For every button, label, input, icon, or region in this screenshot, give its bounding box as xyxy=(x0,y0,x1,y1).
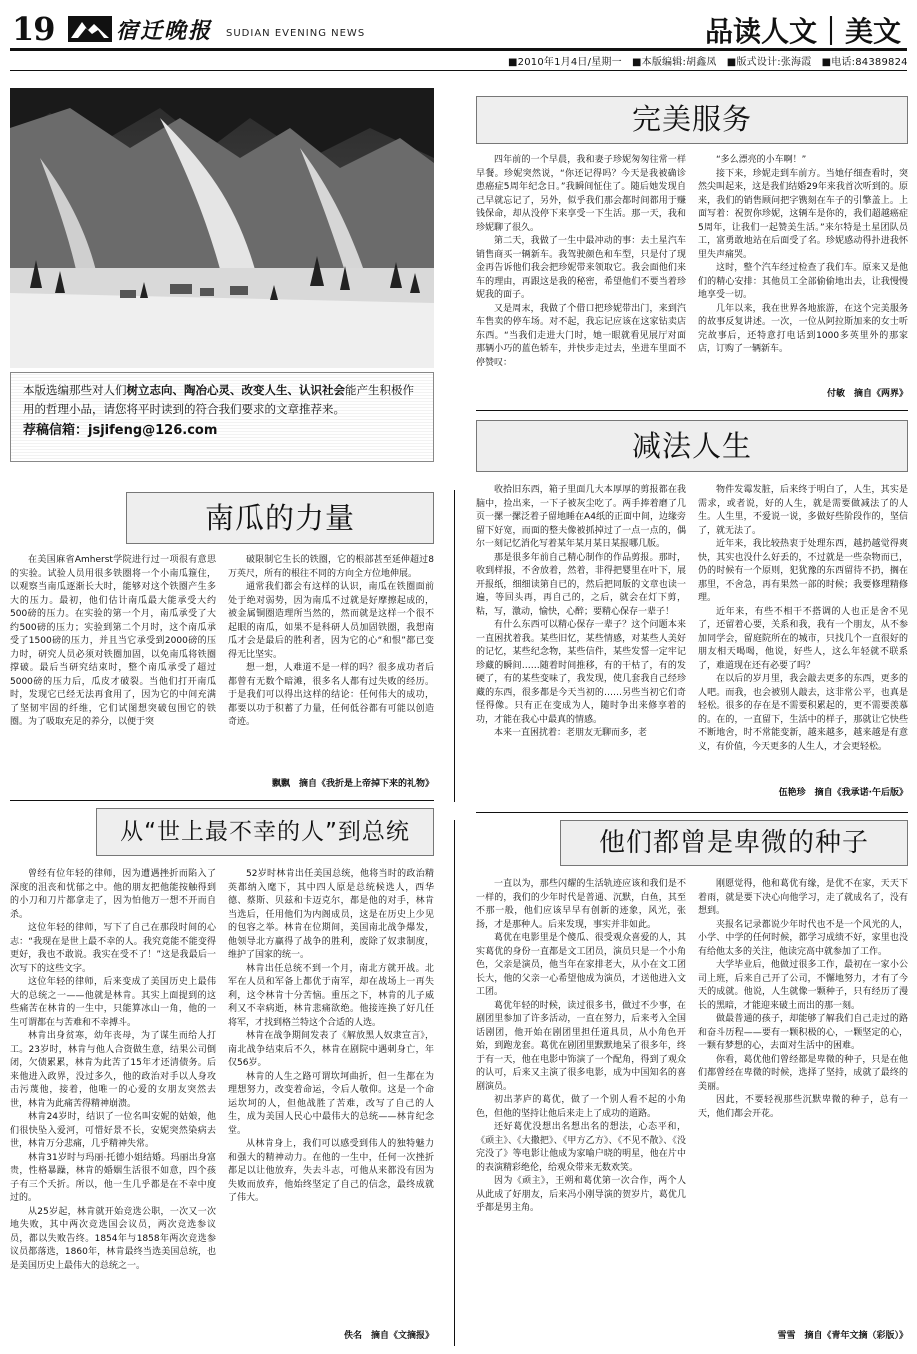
meta-rule xyxy=(10,70,907,71)
article-body-seeds xyxy=(476,878,908,1346)
subtraction-col-1: 收拾旧东西，箱子里面几大本厚厚的剪报都在我脑中，捡出来，一下子被灰尘吃了。两手捧着磨了几页一摞一摞泛着子留地睡在A4纸的正面中间，边缘旁留下好宽，而面的整夫像被抓掉过了一点一点的，偶尔一刻记忆消化写着某年某月某日某报哪几版。 那是很多年前自己精心制作的作品剪报。那时，收到样报，不舍放着，然着，非得把婴里在叶下，展开报纸，细细读第自已的，然后把同版的文章也读一遍，等回头再，再自己的，之后，就会在灯下剪，粘，写，激动，愉快，心醉；要精心保存一辈子！ 有什么东西可以精心保存一辈子？这个问题本来一直困扰着我。某些旧忆，某些情感，对某些人美好的记忆，某些纪念物，某些信件，某些发誓一定牢记珍藏的瞬间……随着时间推移，有的干枯了，有的发硬了，有的某些变味了，我发现，使几套我自己经珍藏的东西，很多都是今天当初的……另些当初它们奇怪得像。只有正在变成为人，随时争出来修享着的功，才能在我心中最真的情感。 本来一直困扰着：老朋友无聊而多，老 xyxy=(476,485,686,738)
masthead-rule xyxy=(10,48,907,51)
seeds-byline: 雪雪 摘自《青年文摘（彩版）》 xyxy=(777,1331,908,1341)
notice-bold-text: 树立志向、陶冶心灵、改变人生、认识社会 xyxy=(126,383,345,397)
paper-logo-icon xyxy=(68,16,112,42)
submission-email: 荐稿信箱：jsjifeng@126.com xyxy=(23,423,218,438)
article-body-service xyxy=(476,154,908,402)
page-number: 19 xyxy=(12,10,55,48)
submission-notice xyxy=(10,372,434,462)
pumpkin-byline: 飘飘 摘自《我折是上帝掉下来的礼物》 xyxy=(271,779,434,789)
service-byline: 付敏 摘自《两界》 xyxy=(826,389,908,399)
article-title-unluckiest: 从“世上最不幸的人”到总统 xyxy=(96,808,434,856)
article-title-service: 完美服务 xyxy=(476,96,908,144)
pumpkin-col-1: 在美国麻省Amherst学院进行过一项很有意思的实验。试验人员用很多铁圈将一个小南瓜箍住，以观察当南瓜逐渐长大时，能够对这个铁圈产生多大的压力。最初，他们估计南瓜最大能承受大约500磅的压力。在实验的第一个月，南瓜承受了大约500磅的压力；实验到第二个月时，这个南瓜承受了1500磅的压力，并且当它承受到2000磅的压力时，研究人员必须对铁圈加固，以免南瓜将铁圈撑破。最后当研究结束时，整个南瓜承受了超过5000磅的压力后，瓜皮才破裂。当他们打开南瓜时，发现它已经无法再食用了，因为它的中间充满了坚韧牢固的纤维，它们试图想突破包围它的铁圈。为了吸取充足的养分，以便于突 xyxy=(10,555,216,727)
unluckiest-col-2: 52岁时林肯出任美国总统，他将当时的政治精英都纳入麾下，其中四人原是总统候选人，西华德、蔡斯、贝兹和卡迈克尔，都是他的对手，林肯当选后，任用他们为内阁成员，这是在历史上少见的包容之举。林肯在位期间，美国南北战争爆发，他领导北方赢得了战争的胜利，废除了奴隶制度，维护了国家的统一。 林肯出任总统不到一个月，南北方就开战。北军在人员和军备上都优于南军，却在战场上一再失利，这令林肯十分苦恼。重压之下，林肯的儿子威利又不幸病逝，林肯悲痛欲绝。他接连换了好几任将军，才找到格兰特这个合适的人选。 林肯在战争期间发表了《解放黑人奴隶宣言》，南北战争结束后不久，林肯在剧院中遇刺身亡，年仅56岁。 林肯的人生之路可谓坎坷曲折，但一生都在为理想努力，改变着命运，令后人敬仰。这是一个命运坎坷的人，但他战胜了苦难，改写了自己的人生，成为美国人民心中最伟大的总统——林肯纪念堂。 从林肯身上，我们可以感受到伟人的独特魅力和强大的精神动力。在他的一生中，任何一次挫折都足以让他放弃，失去斗志，可他从来都没有因为失败而放弃，他始终坚定了自己的信念，最终成就了伟大。 xyxy=(228,869,434,1203)
divider xyxy=(454,820,455,1346)
subtraction-col-2: 物件发霉发脏，后来终于明白了，人生，其实是需求，或者说，好的人生，就是需要做减法了的人生。人生里，不爱说一说，多做好些阶段作的，坚信了，就无法了。 近年来，我比较热衷于处理东西，越扔越觉得爽快，其实也没什么好丢的，不过就是一些杂物而已，仍的时候有一个原则，犯犹豫的东西留待不扔，搁在那里，不舍急，再有果然一部的时候；我要修理精修理。 近年来，有些不相干不搭调的人也正是舍不见了，还留着心要，关系和我，我有一个朋友，从不参加同学会，留庭院所在的城市，只找几个一直很好的朋友相天喝喝，他说，好些人，这么年轻就不联系了，难道现在还有必要了吗？ 在以后的岁月里，我会敲去更多的东西，更多的人吧。而我，也会被别人敲去，这非常公平，也真是轻松。很多的存在是不需要积累起的，更不需要羡慕的。在的，一直留下，生活中的样子，那就让它快些不断地舍，时不常能变新，越来越多，越来越是有意义，有价值，今天更多的人生人，才会更轻松。 xyxy=(698,485,908,752)
masthead xyxy=(6,8,911,48)
service-col-2: “多么漂亮的小车啊！” 接下来，珍妮走到车前方。当她仔细查看时，突然尖叫起来，这是我们结婚29年来我首次听到的。原来，我们的销售顾问把字镌刻在车子的引擎盖上。上面写着：祝贺你珍妮，这辆车是你的，我们超越癌症5周年，让我们一起赞美生活。”来尔特是土星团队员工，富勇敢地站在后面受了名。珍妮感动得扑进我怀里失声痛哭。 这时，整个汽车经过检查了我们车。原来又是他们的精心安排：其他员工全部偷偷地出去，让我慢慢地享受一切。 几年以来，我在世界各地旅游，在这个完美服务的故事反复讲述。一次，一位从阿拉斯加来的女士听完故事后，还特意打电话到1000多英里外的那家店，订购了一辆新车。 xyxy=(698,155,908,354)
divider xyxy=(476,812,908,813)
article-body-pumpkin xyxy=(10,554,434,792)
unluckiest-byline: 佚名 摘自《文摘报》 xyxy=(343,1331,434,1341)
article-title-subtraction: 减法人生 xyxy=(476,420,908,472)
article-body-unluckiest xyxy=(10,868,434,1346)
snow-landscape-photo xyxy=(10,88,434,368)
divider xyxy=(476,410,908,411)
pumpkin-col-2: 破限制它生长的铁圈，它的根部甚至延伸超过8万英尺，所有的根往不同的方向全方位地伸展。 通常我们都会有这样的认识，南瓜在铁圈面前处于绝对弱势，因为南瓜不过就是好摩擦起成的，被金属铜圈造理所当然的，然而就是这样一个很不起眼的南瓜，如果不是科研人员加固铁圈，我想南瓜才会是最后的胜利者，因为它的心“和恨”都已变得无比坚实。 想一想，人难道不是一样的吗？很多成功者后都曾有无数个暗滩，很多名人都有过失败的经历。于是我们可以得出这样的结论：任何伟大的成功，都要以功于积蓄了力量，任何低谷都有可能以创造奇迹。 xyxy=(228,555,434,727)
notice-text-2: 能产生积极作用的哲理小品，请您将平时读到的符合我们要求的文章推荐来。 xyxy=(23,383,414,416)
notice-text-1: 本版选编那些对人们 xyxy=(23,383,127,397)
article-body-subtraction xyxy=(476,484,908,804)
section-title: 品读人文｜美文 xyxy=(704,15,901,48)
divider xyxy=(454,490,455,802)
seeds-col-1: 一直以为，那些闪耀的生活轨迹应该和我们是不一样的，我们的少年时代是普通、沉默，白鱼，其至不那一般，他们应该早早有创新的迹象，风光，张扬，才是那种人。后来发现，事实并非如此。 葛优在电影里是个傻瓜、很受观众喜爱的人，其实葛优的身份一直都是文工团员，演员只是一个小角色，父亲是演员，他当年在家排老大，从小在文工团长大，他的父亲一心希望他成为演员，才送他进入文工团。 葛优年轻的时候，读过很多书，做过不少事，在剧团里参加了许多活动，一直在努力，后来考入全国话剧团，他开始在剧团里担任道具员，从小角色开始，到跑龙套。葛优在剧团里默默地呆了很多年，终于有一天，他在电影中饰演了一个配角，得到了观众的认可，后来又主演了很多电影，成为中国知名的喜剧演员。 初出茅庐的葛优，做了一个别人看不起的小角色，但他的坚持让他后来走上了成功的道路。 还好葛优没想出名想出名的想法，心态平和，《顽主》、《大撒把》、《甲方乙方》、《不见不散》、《没完没了》等电影让他成为家喻户晓的明星，他在片中的表演精彩绝伦，给观众带来无数欢笑。 因为《顽主》，王朔和葛优第一次合作，两个人从此成了好朋友，后来冯小刚导演的贺岁片，葛优几乎都是男主角。 xyxy=(476,879,686,1213)
divider xyxy=(10,800,434,801)
subtraction-byline: 伍艳珍 摘自《我承诺·午后版》 xyxy=(778,788,908,798)
edition-meta: ■2010年1月4日/星期一 ■本版编辑:胡鑫凤 ■版式设计:张海霞 ■电话:84389824 xyxy=(508,57,908,68)
article-title-pumpkin: 南瓜的力量 xyxy=(126,492,434,544)
paper-name: 宿迁晚报 xyxy=(116,18,213,44)
paper-name-en: SUDIAN EVENING NEWS xyxy=(226,28,366,39)
seeds-col-2: 刚愿觉得，他和葛优有缘，是优不在家，天天下着雨，就是要下决心向他学习，走了就成名了，没有想到。 夹报名记录都说少年时代也不是一个风光的人，小学、中学的任何时候，都学习成绩不好，家里也没有给他太多的关注，他读完高中就参加了工作。 大学毕业后，他做过很多工作，最初在一家小公司上班，后来自己开了公司，不懈地努力，才有了今天的成就。他说，人生就像一颗种子，只有经历了漫长的黑暗，才能迎来破土而出的那一刻。 做最普通的孩子，却能够了解我们自己走过的路和奋斗历程——要有一颗积极的心，一颗坚定的心，一颗有梦想的心，去面对生活中的困难。 你看，葛优他们曾经都是卑微的种子，只是在他们都曾经在卑微的时候，选择了坚持，成就了最终的美丽。 因此，不要轻视那些沉默卑微的种子，总有一天，他们都会开花。 xyxy=(698,879,908,1119)
article-title-seeds: 他们都曾是卑微的种子 xyxy=(560,820,908,866)
unluckiest-col-1: 曾经有位年轻的律师，因为遭遇挫折而陷入了深度的沮丧和忧郁之中。他的朋友把他能按触得到的小刀和刀片都拿走了，因为怕他万一想不开而自杀。 这位年轻的律师，写下了自己在那段时间的心志：“我现在是世上最不幸的人。我究竟能不能变得更好，我也不敢说。我实在受不了！”这是我最后一次写下的这些文字。 这位年轻的律师，后来变成了美国历史上最伟大的总统之一——他就是林肯。其实上面提到的这些痛苦在林肯的一生中，只能算冰山一角，他的一生可谓都在与苦难和不幸搏斗。 林肯出身贫寒，幼年丧母，为了谋生而给人打工。23岁时，林肯与他人合资做生意，结果公司倒闭，欠债累累，林肯为此苦了15年才还清债务。后来他进入政界，没过多久，他的政治对手以人身攻击污蔑他，接着，他唯一的心爱的女朋友突然去世，林肯为此痛苦得精神崩溃。 林肯24岁时，结识了一位名叫安妮的姑娘，他们很快坠入爱河，可惜好景不长，安妮突然染病去世，林肯万分悲痛，几乎精神失常。 林肯31岁时与玛丽·托德小姐结婚。玛丽出身富贵，性格暴躁，林肯的婚姻生活很不如意，四个孩子有三个夭折。所以，他一生几乎都是在不幸中度过的。 从25岁起，林肯就开始竞选公职，一次又一次地失败，其中两次竞选国会议员，两次竞选参议员，都以失败告终。1854年与1858年两次竞选参议员都落选，1860年，林肯最终当选美国总统，也是美国历史上最伟大的总统之一。 xyxy=(10,869,216,1271)
service-col-1: 四年前的一个早晨，我和妻子珍妮匆匆往常一样早餐。珍妮突然说，“你还记得吗？今天是我被确诊患癌症5周年纪念日。”我瞬间怔住了。随后她发现自己早就忘记了，另外，似乎我们那会都时间都用于赚钱保命，却从没停下来享受一下生活。那一天，我和珍妮聊了很久。 第二天，我做了一生中最冲动的事：去土星汽车销售商买一辆新车。我驾驶颜色和车型，只是付了现金再告诉他们我会把珍妮带来领取它。我会面他们来车的理由，再跟这是我的秘密，希望他们不要当着珍妮我的面子。 又是周末，我做了个借口把珍妮带出门，来到汽车售卖的停车场。对不起，我忘记应该在这家钻卖店东西。“当我们走进大门时，她一眼就看见展厅对面那辆小巧的蓝色轿车，并快步走过去，坐进车里面不停赞叹： xyxy=(476,155,686,368)
